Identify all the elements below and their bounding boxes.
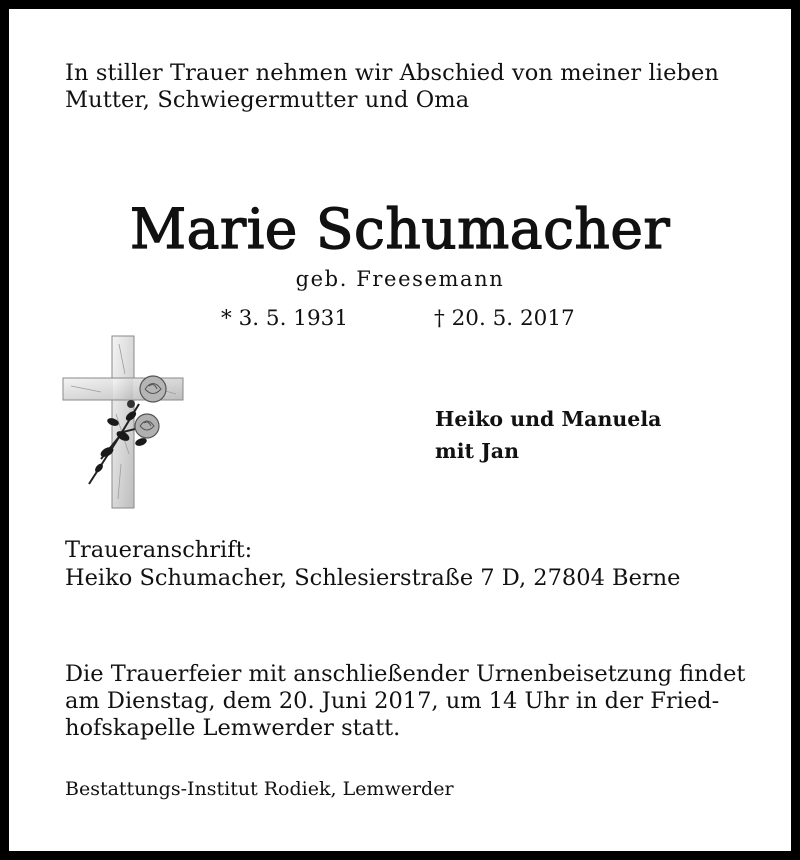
notice-frame: [9, 9, 791, 851]
undertaker-name: Bestattungs-Institut Rodiek, Lemwerder: [65, 778, 454, 800]
mourning-family: [435, 403, 661, 467]
service-line-1: Die Trauerfeier mit anschließender Urnenbeisetzung findet: [65, 661, 746, 687]
cross-with-roses-icon: [61, 334, 187, 512]
address-value: Heiko Schumacher, Schlesierstraße 7 D, 27804 Berne: [65, 565, 681, 591]
service-info: [65, 661, 745, 742]
family-line-2: mit Jan: [435, 439, 519, 463]
family-line-1: Heiko und Manuela: [435, 407, 662, 431]
maiden-name: geb. Freesemann: [295, 267, 505, 291]
intro-text: [65, 60, 765, 114]
service-line-3: hofskapelle Lemwerder statt.: [65, 715, 401, 741]
condolence-address: [65, 536, 680, 592]
birth-date: * 3. 5. 1931: [221, 306, 348, 331]
death-date: † 20. 5. 2017: [434, 306, 575, 331]
intro-line-2: Mutter, Schwiegermutter und Oma: [65, 87, 470, 113]
service-line-2: am Dienstag, dem 20. Juni 2017, um 14 Uhr in der Fried-: [65, 688, 720, 714]
intro-line-1: In stiller Trauer nehmen wir Abschied von meiner lieben: [65, 60, 720, 86]
deceased-name: Marie Schumacher: [129, 197, 671, 261]
address-label: Traueranschrift:: [65, 537, 253, 563]
